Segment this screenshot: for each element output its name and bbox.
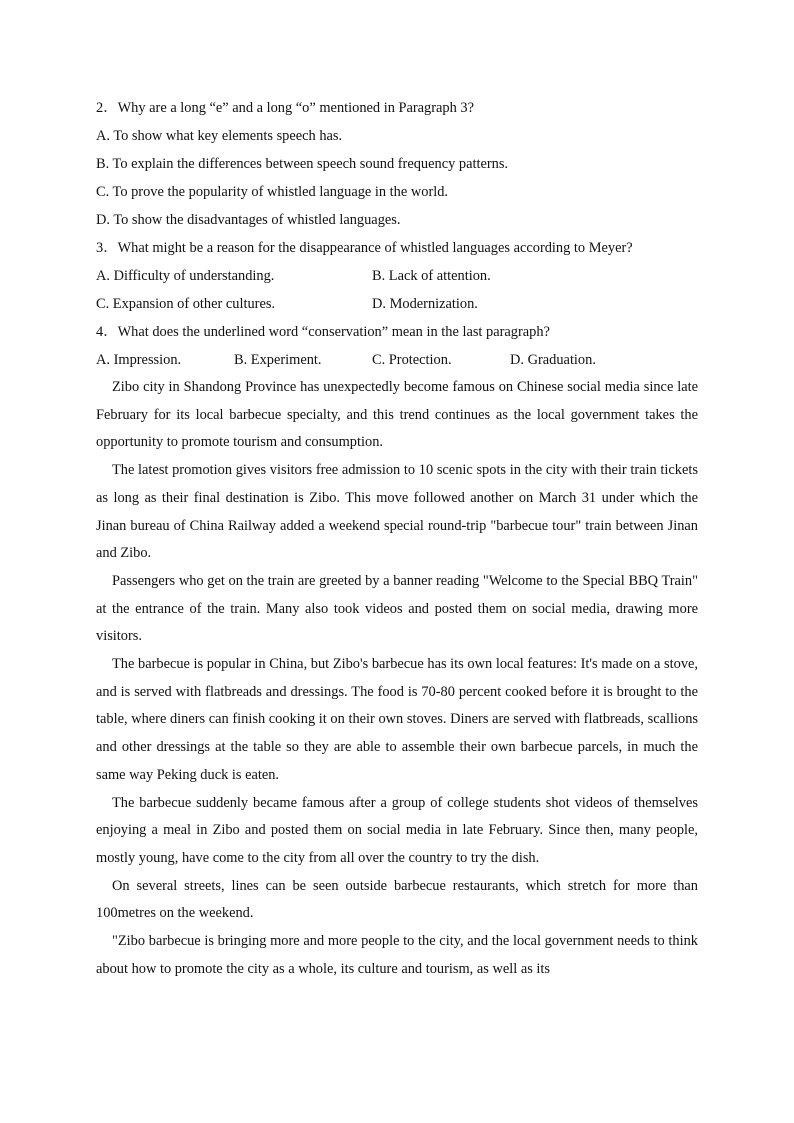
document-content — [96, 94, 698, 983]
option-b: B. Lack of attention. — [372, 268, 491, 284]
option-c: C. Expansion of other cultures. — [96, 296, 276, 312]
option-a: A. Impression. — [96, 352, 182, 368]
question-stem: 4．What does the underlined word “conservation” mean in the last paragraph? — [96, 324, 550, 340]
question-3 — [96, 234, 698, 318]
passage-paragraph: Passengers who get on the train are greeted by a banner reading "Welcome to the Special BBQ Train" at the entrance of the train. Many also took videos and posted them on social media, drawing more visitors. — [96, 572, 698, 645]
option-a: A. Difficulty of understanding. — [96, 268, 275, 284]
passage-paragraph: Zibo city in Shandong Province has unexpectedly become famous on Chinese social media since late February for its local barbecue specialty, and this trend continues as the local government takes the opportunity to promote tourism and consumption. — [96, 379, 698, 451]
option-d: D. Modernization. — [372, 296, 478, 312]
option-b: B. To explain the differences between speech sound frequency patterns. — [96, 156, 509, 172]
option-c: C. Protection. — [372, 352, 452, 368]
passage-paragraph: "Zibo barbecue is bringing more and more people to the city, and the local government needs to think about how to promote the city as a whole, its culture and tourism, as well as its — [96, 933, 698, 977]
option-d: D. Graduation. — [510, 352, 596, 368]
option-d: D. To show the disadvantages of whistled languages. — [96, 212, 401, 228]
option-a: A. To show what key elements speech has. — [96, 128, 343, 144]
passage-paragraph: The latest promotion gives visitors free admission to 10 scenic spots in the city with their train tickets as long as their final destination is Zibo. This move followed another on March 31 under which the Jinan bureau of China Railway added a weekend special round-trip "barbecue tour" train between Jinan and Zibo. — [96, 462, 698, 562]
reading-passage — [96, 374, 698, 983]
question-4 — [96, 318, 698, 374]
options-row — [96, 346, 698, 374]
passage-paragraph: The barbecue suddenly became famous after a group of college students shot videos of themselves enjoying a meal in Zibo and posted them on social media in late February. Since then, many people, mostly young, have come to the city from all over the country to try the dish. — [96, 794, 698, 866]
option-b: B. Experiment. — [234, 352, 322, 368]
question-stem: 2．Why are a long “e” and a long “o” mentioned in Paragraph 3? — [96, 100, 475, 116]
option-c: C. To prove the popularity of whistled language in the world. — [96, 184, 449, 200]
passage-paragraph: On several streets, lines can be seen outside barbecue restaurants, which stretch for more than 100metres on the weekend. — [96, 877, 698, 922]
options-row-2 — [96, 290, 698, 318]
passage-paragraph: The barbecue is popular in China, but Zibo's barbecue has its own local features: It's made on a stove, and is served with flatbreads and dressings. The food is 70-80 percent cooked before it is brought to the table, where diners can finish cooking it on their own stoves. Diners are served with flatbreads, scallions and other dressings at the table so they are able to assemble their own barbecue parcels, in much the same way Peking duck is eaten. — [96, 656, 698, 783]
question-stem: 3．What might be a reason for the disappearance of whistled languages according to Meyer? — [96, 240, 633, 256]
question-2 — [96, 94, 698, 234]
options-row-1 — [96, 262, 698, 290]
